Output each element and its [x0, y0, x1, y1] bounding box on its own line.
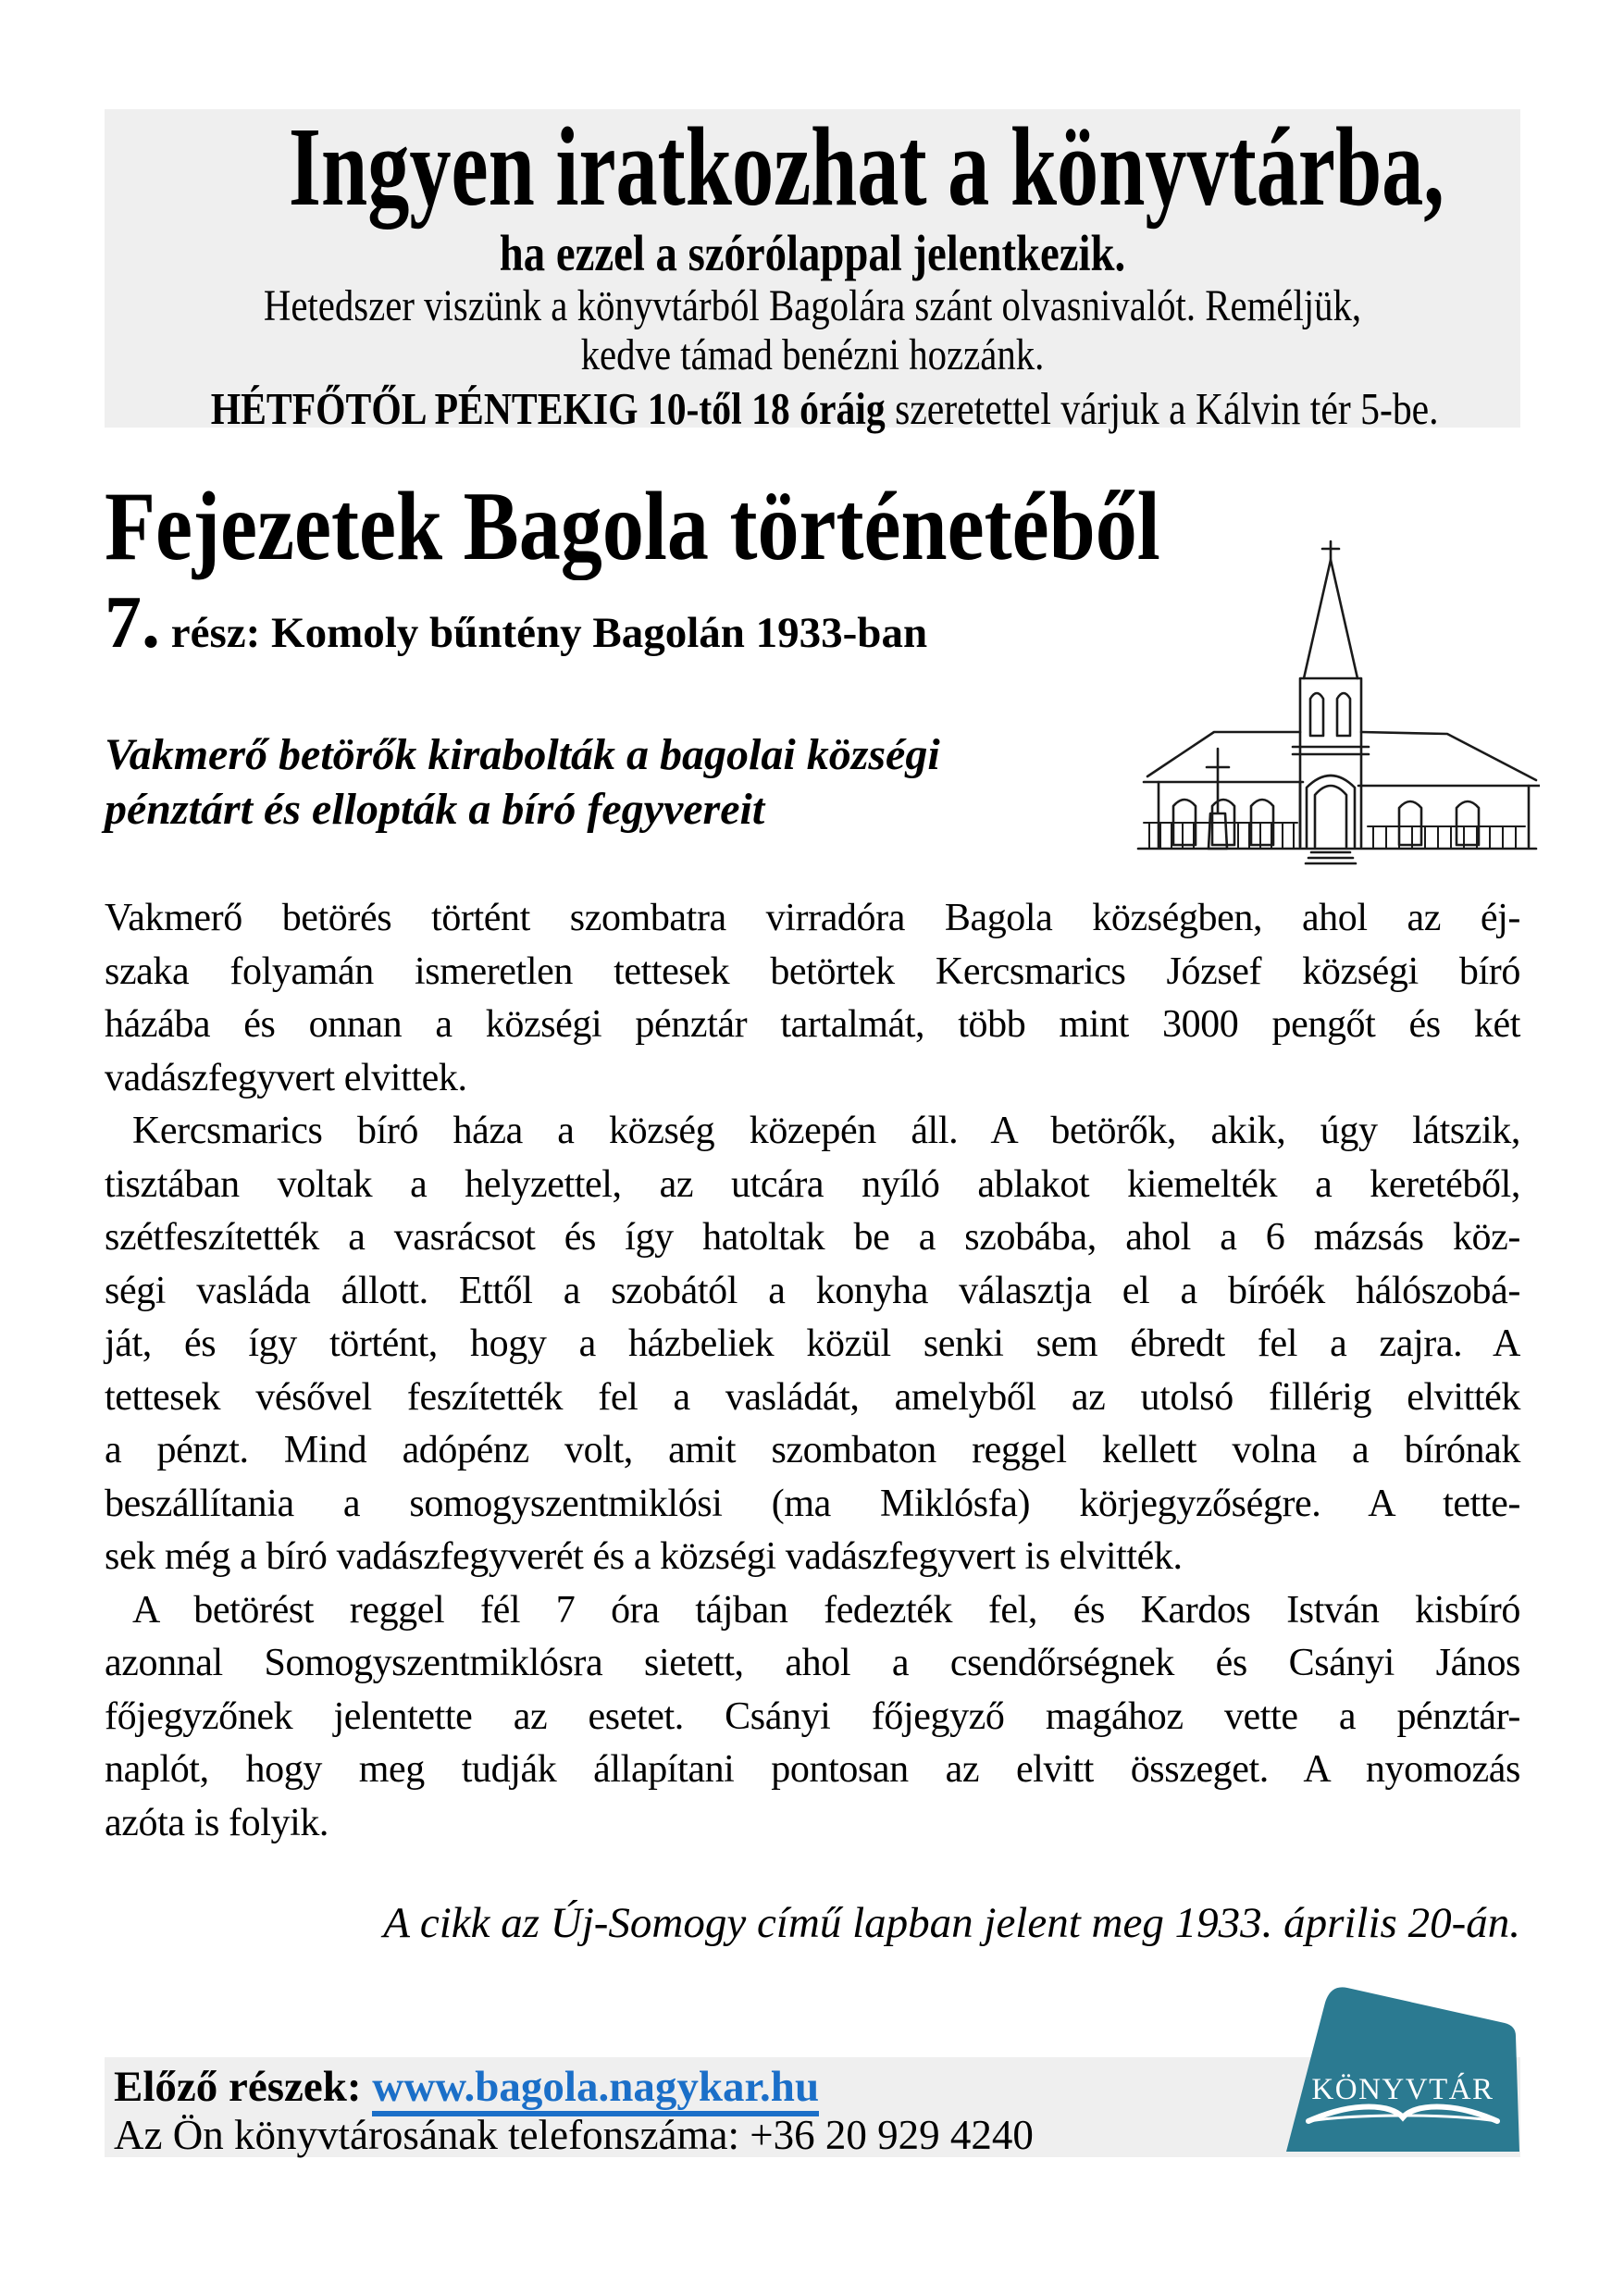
text-line: szétfeszítették a vasrácsot és így hatoltak be a szobába, ahol a 6 mázsás köz- — [105, 1216, 1520, 1259]
section-title: Fejezetek Bagola történetéből — [105, 472, 1160, 580]
text-line: házába és onnan a községi pénztár tartalmát, több mint 3000 pengőt és két — [105, 1003, 1520, 1046]
text-line: ját, és így történt, hogy a házbeliek közül senki sem ébredt fel a zajra. A — [105, 1322, 1520, 1365]
lead-line-1: Vakmerő betörők kirabolták a bagolai községi — [105, 730, 940, 779]
header-subtitle: ha ezzel a szórólappal jelentkezik. — [499, 225, 1126, 281]
lead-line-2: pénztárt és ellopták a bíró fegyvereit — [105, 785, 765, 834]
header-promo-box — [105, 105, 1520, 434]
text-line: a pénzt. Mind adópénz volt, amit szombaton reggel kellett volna a bírónak — [105, 1429, 1520, 1471]
text-line: azonnal Somogyszentmiklósra sietett, ahol a csendőrségnek és Csányi János — [105, 1642, 1520, 1684]
text-line: ségi vasláda állott. Ettől a szobától a konyha választja el a bíróék hálószobá- — [105, 1269, 1520, 1312]
paragraph — [105, 892, 1520, 1105]
article-body — [105, 892, 1520, 1850]
text-line: azóta is folyik. — [105, 1801, 329, 1844]
section-part-line — [105, 581, 927, 665]
header-info-line-1: Hetedszer viszünk a könyvtárból Bagolára szánt olvasnivalót. Reméljük, — [263, 281, 1362, 330]
text-line: vadászfegyvert elvittek. — [105, 1056, 467, 1099]
header-info-line-2: kedve támad benézni hozzánk. — [580, 330, 1045, 379]
part-subtitle: rész: Komoly bűntény Bagolán 1933-ban — [160, 609, 928, 657]
konyvtar-logo — [1284, 1980, 1523, 2156]
article-lead — [105, 727, 1085, 837]
church-illustration — [1122, 540, 1540, 889]
text-line: sek még a bíró vadászfegyverét és a községi vadászfegyvert is elvitték. — [105, 1535, 1183, 1578]
konyvtar-logo-icon — [1284, 1980, 1523, 2156]
article-credit-line: A cikk az Új-Somogy című lapban jelent meg 1933. április 20-án. — [383, 1899, 1520, 1947]
header-opening-hours — [210, 383, 1439, 435]
text-line: tisztában voltak a helyzettel, az utcára nyíló ablakot kiemelték a keretéből, — [105, 1162, 1520, 1206]
paragraph — [105, 1105, 1520, 1584]
text-line: tettesek vésővel feszítették fel a vasládát, amelyből az utolsó fillérig elvitték — [105, 1375, 1520, 1419]
previous-parts-label: Előző részek: — [114, 2063, 373, 2111]
text-line: főjegyzőnek jelentette az esetet. Csányi főjegyző magához vette a pénztár- — [105, 1694, 1520, 1738]
previous-parts-link[interactable]: www.bagola.nagykar.hu — [372, 2063, 819, 2116]
footer-phone-line: Az Ön könyvtárosának telefonszáma: +36 20 929 4240 — [114, 2112, 1034, 2158]
church-icon — [1122, 540, 1540, 889]
part-number: 7. — [105, 582, 160, 664]
text-line: beszállítania a somogyszentmiklósi (ma Miklósfa) körjegyzőségre. A tette- — [105, 1482, 1520, 1525]
text-line: A betörést reggel fél 7 óra tájban fedezték fel, és Kardos István kisbíró — [132, 1588, 1520, 1632]
opening-hours-rest: szeretettel várjuk a Kálvin tér 5-be. — [895, 383, 1439, 434]
header-title: Ingyen iratkozhat a könyvtárba, — [288, 105, 1444, 230]
logo-text: KÖNYVTÁR — [1311, 2073, 1494, 2106]
paragraph — [105, 1584, 1520, 1851]
opening-hours-bold: HÉTFŐTŐL PÉNTEKIG 10-től 18 óráig — [210, 383, 896, 434]
text-line: szaka folyamán ismeretlen tettesek betörtek Kercsmarics József községi bíró — [105, 949, 1520, 993]
text-line: naplót, hogy meg tudják állapítani pontosan az elvitt összeget. A nyomozás — [105, 1748, 1520, 1791]
text-line: Kercsmarics bíró háza a község közepén áll. A betörők, akik, úgy látszik, — [132, 1110, 1520, 1152]
text-line: Vakmerő betörés történt szombatra virradóra Bagola községben, ahol az éj- — [105, 897, 1520, 939]
